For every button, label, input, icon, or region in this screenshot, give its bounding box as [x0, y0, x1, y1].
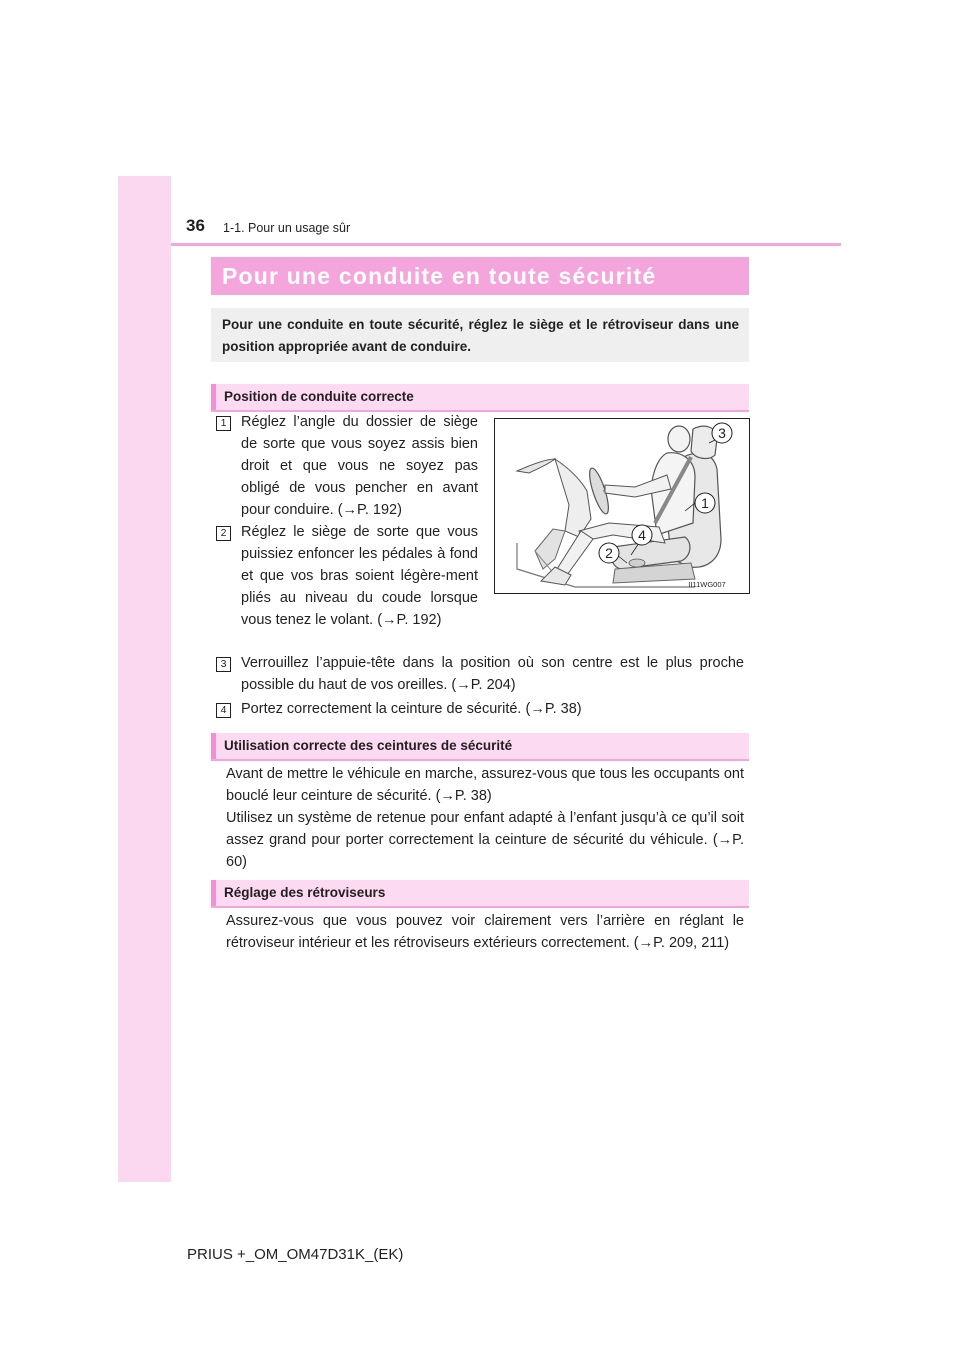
side-tab-band	[118, 176, 171, 1182]
step-text-2: Réglez le siège de sorte que vous puissiez enfoncer les pédales à fond et que vos bras soient légère-ment pliés au niveau du coude lorsque vous tenez le volant. (→P. 192)	[241, 524, 478, 628]
callout-2: 2	[605, 545, 613, 561]
step-number-1: 1	[216, 416, 231, 431]
driver-seat-drawing	[495, 419, 749, 593]
driving-position-illustration	[494, 418, 750, 594]
step-text-4: Portez correctement la ceinture de sécurité. (→P. 38)	[241, 701, 582, 717]
callout-1: 1	[701, 495, 709, 511]
page-number: 36	[186, 216, 205, 235]
mirrors-paragraph: Assurez-vous que vous pouvez voir clairement vers l’arrière en réglant le rétroviseur intérieur et les rétroviseurs extérieurs correctement. (→P. 209, 211)	[226, 913, 744, 951]
section-heading-seatbelts: Utilisation correcte des ceintures de sécurité	[211, 733, 749, 759]
header-rule	[171, 243, 841, 246]
seatbelts-paragraph-1: Avant de mettre le véhicule en marche, assurez-vous que tous les occupants ont bouclé leur ceinture de sécurité. (→P. 38)	[226, 766, 744, 804]
section-heading-mirrors: Réglage des rétroviseurs	[211, 880, 749, 906]
callout-4: 4	[638, 527, 646, 543]
callout-3: 3	[718, 425, 726, 441]
step-number-3: 3	[216, 657, 231, 672]
footer-document-code: PRIUS +_OM_OM47D31K_(EK)	[187, 1246, 404, 1263]
step-text-3: Verrouillez l’appuie-tête dans la position où son centre est le plus proche possible du haut de vos oreilles. (→P. 204)	[241, 655, 744, 693]
step-number-4: 4	[216, 703, 231, 718]
section-heading-driving-position: Position de conduite correcte	[211, 384, 749, 410]
page-title: Pour une conduite en toute sécurité	[211, 257, 749, 295]
figure-code: II11WG007	[688, 580, 726, 589]
running-header: 1-1. Pour un usage sûr	[223, 221, 351, 235]
step-text-1: Réglez l’angle du dossier de siège de sorte que vous soyez assis bien droit et que vous ne soyez pas obligé de vous pencher en avant pour conduire. (→P. 192)	[241, 414, 478, 518]
intro-box: Pour une conduite en toute sécurité, réglez le siège et le rétroviseur dans une position appropriée avant de conduire.	[211, 308, 749, 362]
step-number-2: 2	[216, 526, 231, 541]
seatbelts-paragraph-2: Utilisez un système de retenue pour enfant adapté à l’enfant jusqu’à ce qu’il soit assez grand pour porter correctement la ceinture de sécurité du véhicule. (→P. 60)	[226, 810, 744, 870]
